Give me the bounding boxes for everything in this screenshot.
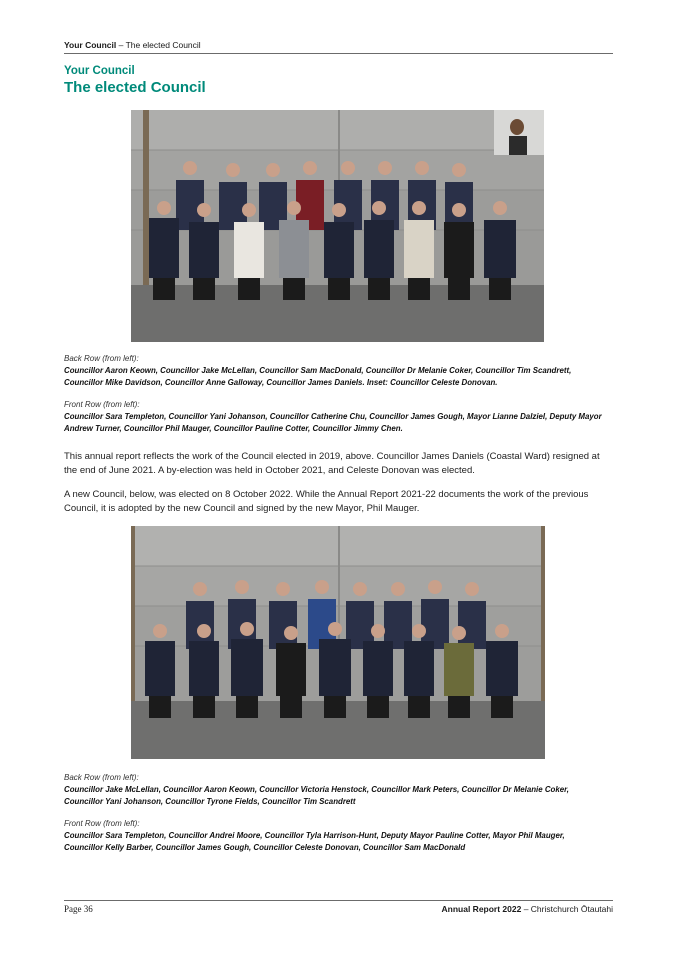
- page-number: Page 36: [64, 904, 93, 914]
- photo2-back-row-label: Back Row (from left):: [64, 773, 139, 782]
- council-photo-2022: [131, 526, 545, 759]
- paragraph-previous-council: This annual report reflects the work of the Council elected in 2019, above. Councillor James Daniels (Coastal Ward) resigned at the end of June 2021. A by-election was held in October 2021, and Celeste Donovan was elected.: [64, 451, 600, 476]
- header-topic: The elected Council: [125, 40, 201, 50]
- photo2-back-row-names: Councillor Jake McLellan, Councillor Aaron Keown, Councillor Victoria Henstock, Councillor Mark Peters, Councillor Dr Melanie Coker, Councillor Yani Johanson, Councillor Tyrone Fields, Councillor Tim Scandrett: [64, 785, 569, 806]
- header-separator: –: [116, 40, 126, 50]
- running-header: [64, 40, 613, 50]
- footer-place: Christchurch Ōtautahi: [530, 904, 613, 914]
- photo1-back-row-label: Back Row (from left):: [64, 354, 139, 363]
- photo1-back-row-names: Councillor Aaron Keown, Councillor Jake McLellan, Councillor Sam MacDonald, Councillor Dr Melanie Coker, Councillor Tim Scandrett, Councillor Mike Davidson, Councillor Anne Galloway, Councillor James Daniels. Inset: Councillor Celeste Donovan.: [64, 366, 572, 387]
- photo2-front-row-names: Councillor Sara Templeton, Councillor Andrei Moore, Councillor Tyla Harrison-Hunt, Deputy Mayor Pauline Cotter, Mayor Phil Mauger, Councillor Kelly Barber, Councillor James Gough, Councillor Celeste Donovan, Councillor Sam MacDonald: [64, 831, 565, 852]
- header-section: Your Council: [64, 40, 117, 50]
- photo1-front-row-label: Front Row (from left):: [64, 400, 140, 409]
- footer-divider: [64, 900, 613, 901]
- council-photo-2019: [131, 110, 544, 342]
- photo1-front-row-names: Councillor Sara Templeton, Councillor Yani Johanson, Councillor Catherine Chu, Councillor James Gough, Mayor Lianne Dalziel, Deputy Mayor Andrew Turner, Councillor Phil Mauger, Councillor Pauline Cotter, Councillor Jimmy Chen.: [64, 412, 602, 433]
- footer-report: Annual Report 2022: [441, 904, 522, 914]
- photo2-front-row-label: Front Row (from left):: [64, 819, 140, 828]
- paragraph-new-council: A new Council, below, was elected on 8 October 2022. While the Annual Report 2021-22 documents the work of the previous Council, it is adopted by the new Council and signed by the new Mayor, Phil Mauger.: [64, 489, 589, 514]
- footer-report-title: [442, 904, 613, 914]
- footer-separator: –: [521, 904, 531, 914]
- page-title: The elected Council: [64, 79, 206, 96]
- section-subtitle: Your Council: [64, 65, 135, 77]
- header-divider: [64, 53, 613, 54]
